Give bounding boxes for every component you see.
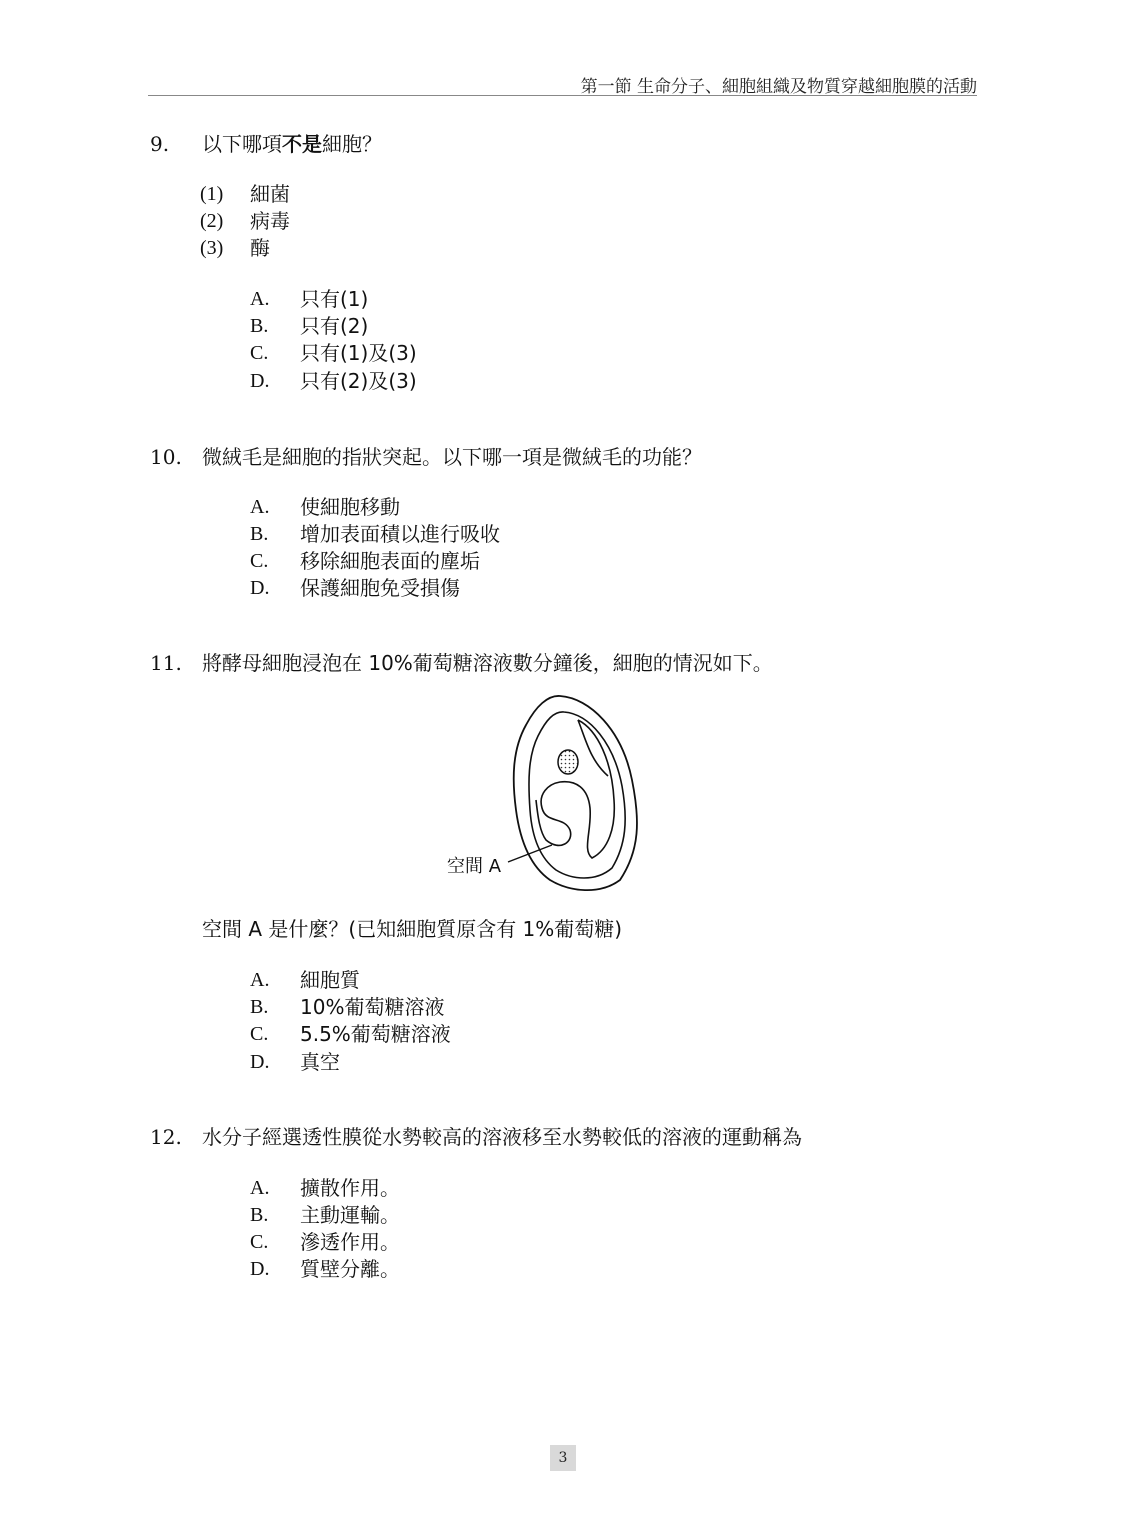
cell-membrane xyxy=(536,720,614,858)
question-number: 10. xyxy=(150,445,182,469)
question-stem: 微絨毛是細胞的指狀突起。以下哪一項是微絨毛的功能？ xyxy=(202,445,702,469)
space-a-label: 空間 A xyxy=(447,856,502,877)
cell-wall-inner xyxy=(529,712,625,878)
emphasis-text: 不是 xyxy=(282,132,322,156)
question-stem: 以下哪項不是細胞？ xyxy=(202,132,382,156)
question-number: 12. xyxy=(150,1125,182,1149)
question-number: 11. xyxy=(150,651,182,675)
cell-wall-outer xyxy=(514,696,637,890)
yeast-cell-diagram xyxy=(440,690,650,895)
question-stem: 將酵母細胞浸泡在 10%葡萄糖溶液數分鐘後，細胞的情況如下。 xyxy=(202,651,773,675)
nucleus xyxy=(558,750,578,774)
question-number: 9. xyxy=(150,132,170,156)
question-stem: 水分子經選透性膜從水勢較高的溶液移至水勢較低的溶液的運動稱為 xyxy=(202,1125,802,1149)
page-number: 3 xyxy=(550,1445,576,1471)
running-header: 第一節 生命分子、細胞組織及物質穿越細胞膜的活動 xyxy=(580,77,977,97)
header-divider xyxy=(148,95,977,96)
